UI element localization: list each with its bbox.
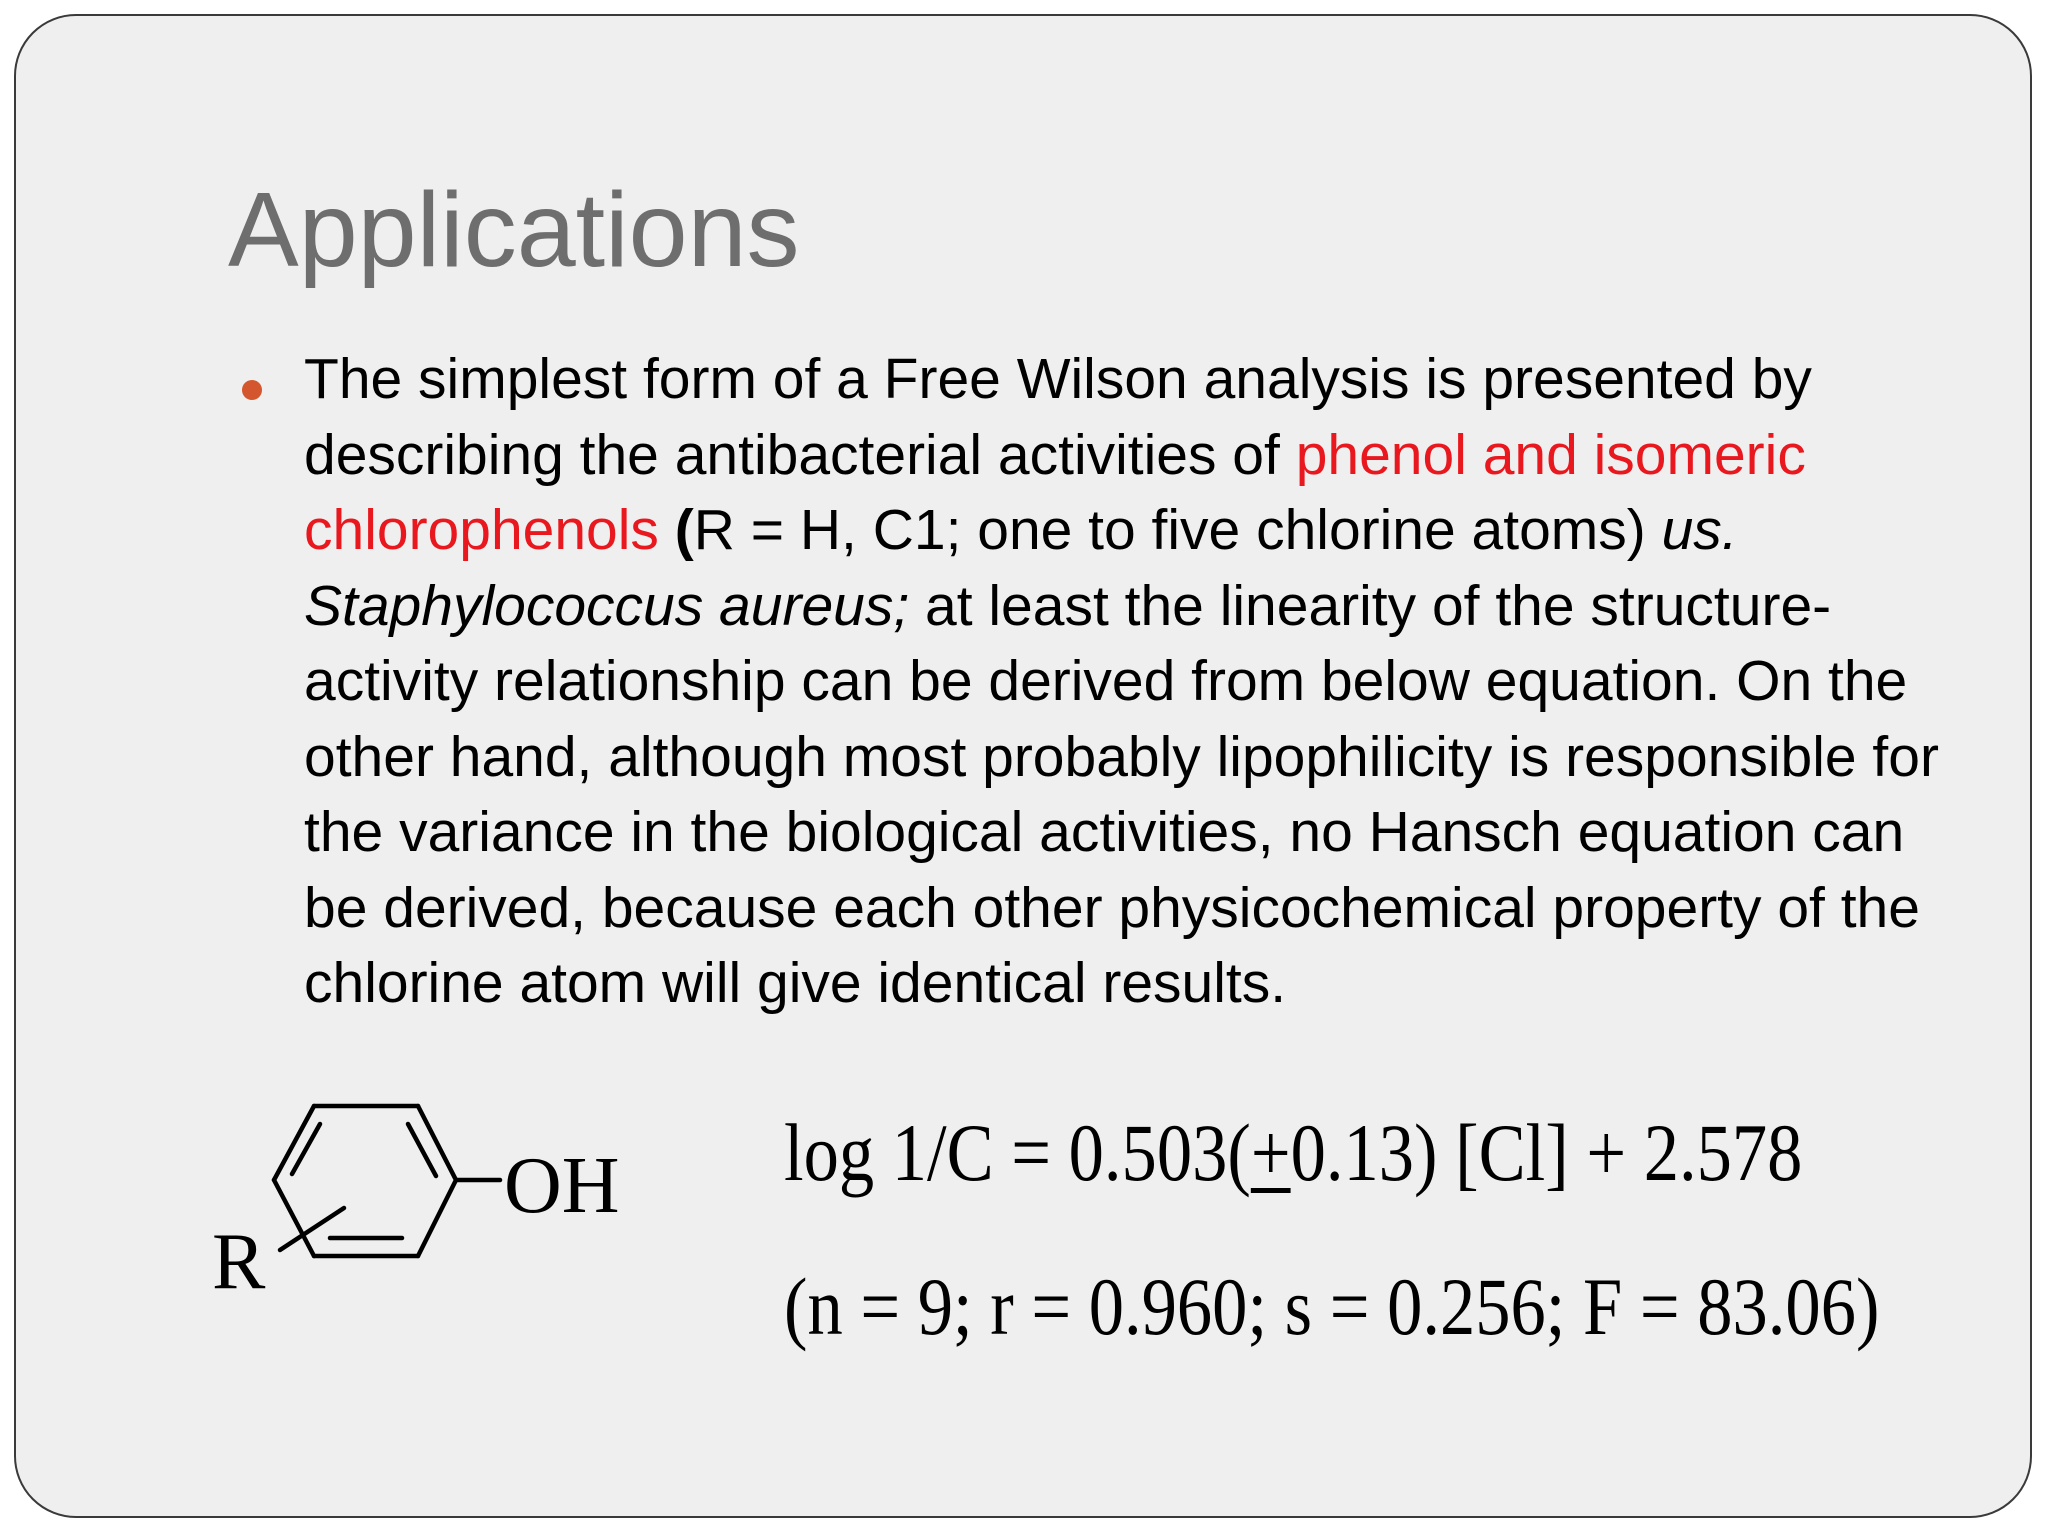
bullet-text-area [228,342,1948,1076]
plus-minus-sign: + [1250,1107,1291,1198]
equation-part-2: 0.13) [Cl] + 2.578 [1290,1107,1803,1198]
equation-line-2-statistics: (n = 9; r = 0.960; s = 0.256; F = 83.06) [784,1261,1880,1352]
para-text-1: The simplest form of a Free Wilson analysis is presented by describing the antibacterial activities of [304,347,1812,487]
para-italic-organism: us. Staphylococcus aureus; [304,498,1738,638]
para-bold-paren: ( [674,498,694,562]
para-highlight: phenol and isomeric chlorophenols [304,422,1806,562]
oh-label: OH [504,1142,620,1230]
bullet-dot-icon [242,380,262,400]
para-text-2: R = H, C1; one to five chlorine atoms) [693,498,1662,562]
equation-part-1: log 1/C = 0.503( [784,1107,1251,1198]
para-space [659,498,675,562]
slide-title: Applications [228,171,800,289]
r-label: R [212,1218,266,1306]
bullet-paragraph [304,342,1944,1022]
equation-line-1 [784,1106,1802,1200]
para-text-3: at least the linearity of the structure-activity relationship can be derived from below equation. On the other hand, although most probably lipophilicity is responsible for the variance in the biological activities, no Hansch equation can be derived, because each other physicochemical property of the chlorine atom will give identical results. [304,573,1939,1015]
